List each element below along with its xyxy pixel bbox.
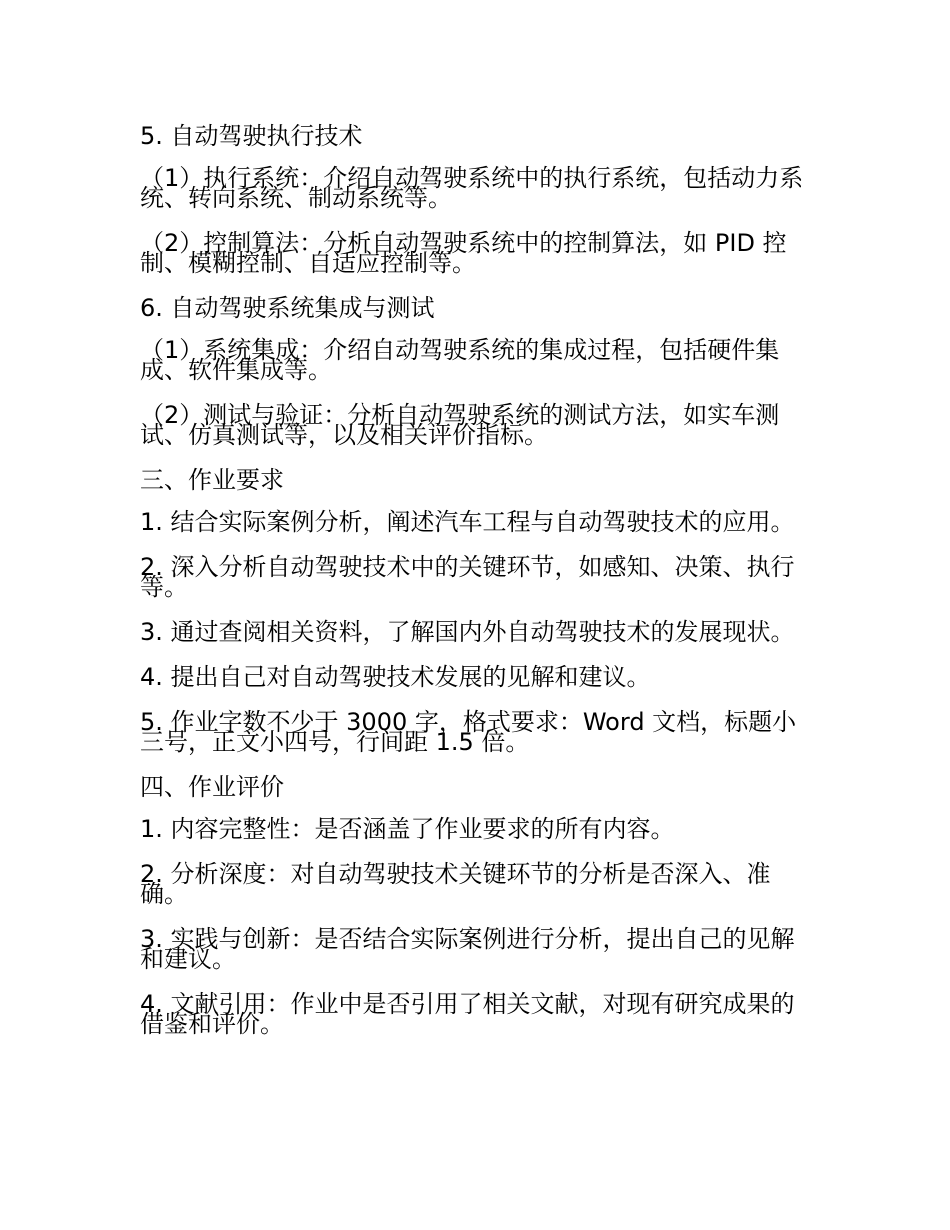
section-heading-execution: 5. 自动驾驶执行技术 (140, 122, 363, 150)
section-heading-requirements: 三、作业要求 (140, 466, 284, 494)
evaluation-item-3: 3. 实践与创新：是否结合实际案例进行分析，提出自己的见解和建议。 (140, 925, 795, 973)
requirement-item-5: 5. 作业字数不少于 3000 字，格式要求：Word 文档，标题小三号，正文小四号，行间距 1.5 倍。 (140, 708, 797, 756)
requirement-item-3: 3. 通过查阅相关资料，了解国内外自动驾驶技术的发展现状。 (140, 618, 795, 646)
paragraph-system-integration: （1）系统集成：介绍自动驾驶系统的集成过程，包括硬件集成、软件集成等。 (140, 336, 780, 384)
requirement-item-1: 1. 结合实际案例分析，阐述汽车工程与自动驾驶技术的应用。 (140, 508, 795, 536)
requirement-item-4: 4. 提出自己对自动驾驶技术发展的见解和建议。 (140, 663, 651, 691)
evaluation-item-4: 4. 文献引用：作业中是否引用了相关文献，对现有研究成果的借鉴和评价。 (140, 990, 795, 1038)
paragraph-control-algorithm: （2）控制算法：分析自动驾驶系统中的控制算法，如 PID 控制、模糊控制、自适应控制等。 (140, 229, 787, 277)
evaluation-item-2: 2. 分析深度：对自动驾驶技术关键环节的分析是否深入、准确。 (140, 860, 771, 908)
paragraph-execution-system: （1）执行系统：介绍自动驾驶系统中的执行系统，包括动力系统、转向系统、制动系统等。 (140, 164, 804, 212)
section-heading-evaluation: 四、作业评价 (140, 773, 284, 801)
paragraph-test-validation: （2）测试与验证：分析自动驾驶系统的测试方法，如实车测试、仿真测试等，以及相关评价指标。 (140, 401, 780, 449)
evaluation-item-1: 1. 内容完整性：是否涵盖了作业要求的所有内容。 (140, 815, 675, 843)
document-body (140, 122, 810, 1059)
section-heading-integration: 6. 自动驾驶系统集成与测试 (140, 294, 435, 322)
requirement-item-2: 2. 深入分析自动驾驶技术中的关键环节，如感知、决策、执行等。 (140, 553, 795, 601)
